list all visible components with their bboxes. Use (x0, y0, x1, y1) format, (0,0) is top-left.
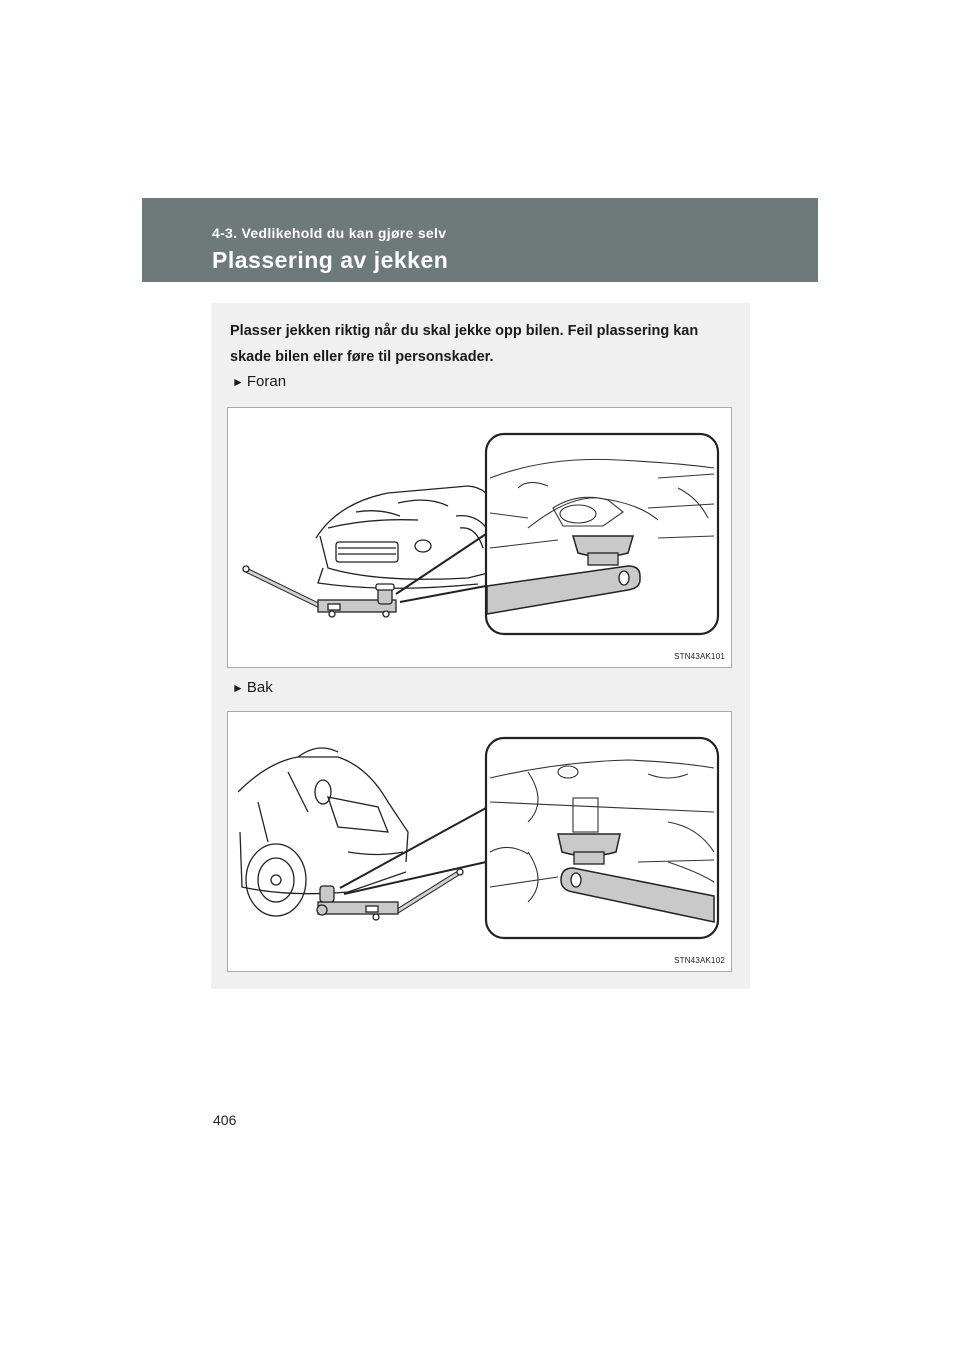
front-jack-illustration (228, 408, 732, 668)
chapter-header (142, 198, 818, 282)
subheading-front (232, 373, 286, 390)
section-label: 4-3. Vedlikehold du kan gjøre selv (212, 225, 447, 241)
page-title: Plassering av jekken (212, 247, 449, 273)
figure-rear-jack (227, 711, 732, 972)
figure-code-front: STN43AK101 (674, 652, 725, 661)
subheading-rear-label: Bak (246, 679, 273, 696)
triangle-right-icon: ► (232, 375, 244, 389)
rear-jack-illustration (228, 712, 732, 972)
subheading-front-label: Foran (246, 373, 287, 390)
triangle-right-icon: ► (232, 681, 244, 695)
figure-code-rear: STN43AK102 (674, 956, 725, 965)
subheading-rear (232, 679, 273, 696)
figure-front-jack (227, 407, 732, 668)
intro-text: Plasser jekken riktig når du skal jekke opp bilen. Feil plassering kan skade bilen eller føre til personskader. (230, 323, 699, 365)
content-panel (211, 303, 750, 989)
page-number: 406 (213, 1112, 237, 1128)
